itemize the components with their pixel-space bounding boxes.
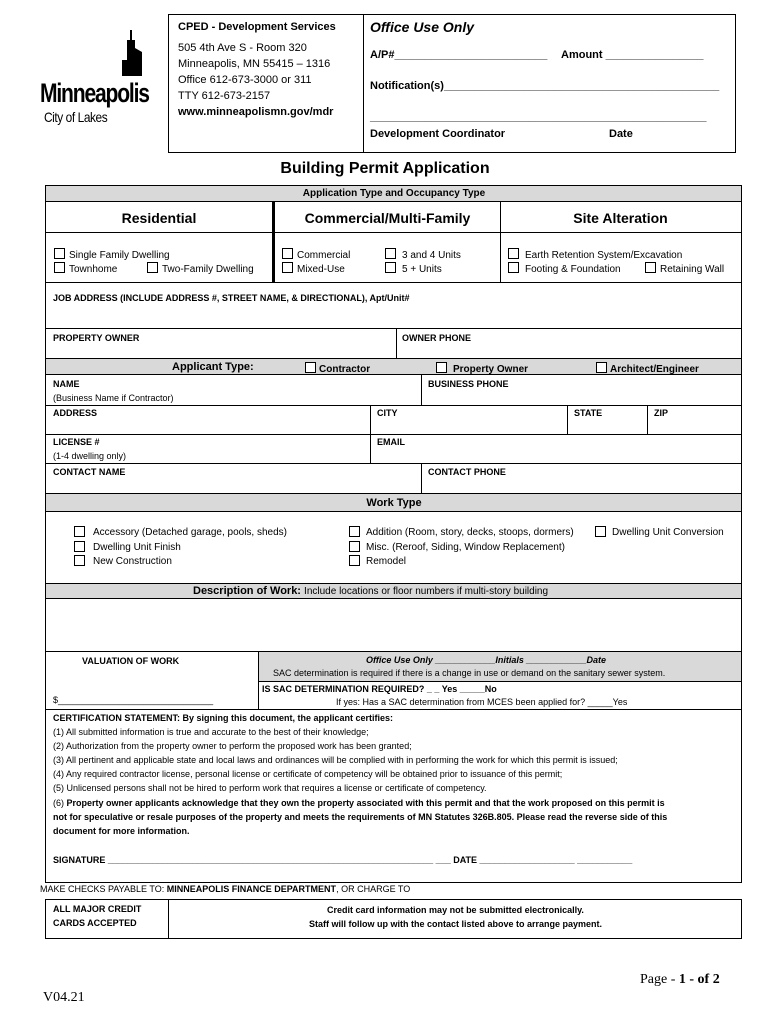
certification-item-4: (4) Any required contractor license, personal license or certificate of competency will be obtained prior to issuance of this permit; xyxy=(53,769,563,779)
dwelling-finish-checkbox[interactable]: Dwelling Unit Finish xyxy=(74,541,181,553)
app-type-header: Application Type and Occupancy Type xyxy=(302,188,486,199)
mces-question[interactable]: If yes: Has a SAC determination from MCES been applied for? _____Yes xyxy=(336,697,628,707)
name-field[interactable]: NAME xyxy=(53,379,80,389)
website-link[interactable]: www.minneapolismn.gov/mdr xyxy=(178,106,334,118)
form-title: Building Permit Application xyxy=(280,160,490,177)
three-four-units-checkbox[interactable]: 3 and 4 Units xyxy=(385,248,461,261)
valuation-amount-field[interactable]: $_______________________________ xyxy=(53,695,214,705)
state-field[interactable]: STATE xyxy=(574,408,603,418)
office-use-initials: Office Use Only ____________Initials ____________Date xyxy=(366,655,607,665)
signature-line[interactable]: SIGNATURE _________________________________________________________________ ___ DATE ___________________ ___________ xyxy=(53,855,633,865)
footing-checkbox[interactable]: Footing & Foundation xyxy=(508,262,621,275)
logo-name: Minneapolis xyxy=(40,78,149,108)
architect-checkbox[interactable]: Architect/Engineer xyxy=(596,362,699,375)
name-subtitle: (Business Name if Contractor) xyxy=(53,393,174,403)
city-logo xyxy=(40,30,150,125)
certification-title: CERTIFICATION STATEMENT: By signing this document, the applicant certifies: xyxy=(53,713,394,723)
site-heading: Site Alteration xyxy=(573,210,668,226)
mixed-use-checkbox[interactable]: Mixed-Use xyxy=(282,262,345,275)
commercial-heading: Commercial/Multi-Family xyxy=(304,210,471,226)
earth-retention-checkbox[interactable]: Earth Retention System/Excavation xyxy=(508,248,682,261)
city-field[interactable]: CITY xyxy=(377,408,398,418)
coordinator-date-label: Date xyxy=(609,128,633,140)
certification-item-6-line3: document for more information. xyxy=(53,826,190,836)
certification-item-3: (3) All pertinent and applicable state and local laws and ordinances will be complied with in performing the work for which this permit is issued; xyxy=(53,755,618,765)
license-subtitle: (1-4 dwelling only) xyxy=(53,451,127,461)
version-label: V04.21 xyxy=(43,990,85,1005)
description-hint: Include locations or floor numbers if multi-story building xyxy=(304,586,549,597)
retaining-wall-checkbox[interactable]: Retaining Wall xyxy=(645,262,724,275)
two-family-checkbox[interactable]: Two-Family Dwelling xyxy=(147,262,254,275)
property-owner-field[interactable]: PROPERTY OWNER xyxy=(53,333,140,343)
credit-label-2: CARDS ACCEPTED xyxy=(53,918,137,928)
credit-message-1: Credit card information may not be submitted electronically. xyxy=(327,905,584,915)
misc-checkbox[interactable]: Misc. (Reroof, Siding, Window Replacement) xyxy=(349,541,565,553)
skyline-icon xyxy=(120,30,144,78)
description-field[interactable] xyxy=(46,600,741,650)
property-owner-checkbox[interactable]: Property Owner xyxy=(436,362,528,375)
org-name: CPED - Development Services xyxy=(178,21,336,33)
amount-field: Amount ________________ xyxy=(561,49,704,61)
page-number: Page - 1 - of 2 xyxy=(640,972,720,987)
commercial-checkbox[interactable]: Commercial xyxy=(282,248,350,261)
residential-heading: Residential xyxy=(121,210,197,226)
description-header xyxy=(193,585,548,597)
office-use-title: Office Use Only xyxy=(370,19,475,35)
email-field[interactable]: EMAIL xyxy=(377,437,405,447)
contractor-checkbox[interactable]: Contractor xyxy=(305,362,370,375)
valuation-label: VALUATION OF WORK xyxy=(82,656,180,666)
description-label: Description of Work: xyxy=(193,585,301,597)
job-address-field[interactable]: JOB ADDRESS (INCLUDE ADDRESS #, STREET NAME, & DIRECTIONAL), Apt/Unit# xyxy=(53,293,410,303)
office-phone: Office 612-673-3000 or 311 xyxy=(178,74,312,86)
address-field[interactable]: ADDRESS xyxy=(53,408,98,418)
credit-label-1: ALL MAJOR CREDIT xyxy=(53,904,142,914)
certification-item-6-line2: not for speculative or resale purposes of the property and meets the requirements of MN Statutes 326B.805. Please read the reverse side of this xyxy=(53,812,668,822)
address-line2: Minneapolis, MN 55415 – 1316 xyxy=(178,58,331,70)
conversion-checkbox[interactable]: Dwelling Unit Conversion xyxy=(595,526,724,538)
sac-question[interactable]: IS SAC DETERMINATION REQUIRED? _ _ Yes _____No xyxy=(262,684,497,694)
accessory-checkbox[interactable]: Accessory (Detached garage, pools, sheds) xyxy=(74,526,287,538)
certification-item-2: (2) Authorization from the property owner to perform the proposed work has been granted; xyxy=(53,741,412,751)
certification-item-6: (6) Property owner applicants acknowledge that they own the property associated with this permit and that the work proposed on this permit is xyxy=(53,798,665,808)
coordinator-blank: _______________________________________________________ xyxy=(370,111,707,123)
work-type-header: Work Type xyxy=(366,497,422,509)
notification-field: Notification(s)_____________________________________________ xyxy=(370,80,720,92)
coordinator-label: Development Coordinator xyxy=(370,128,506,140)
ap-number-field: A/P#_________________________ xyxy=(370,49,548,61)
address-line1: 505 4th Ave S - Room 320 xyxy=(178,42,307,54)
zip-field[interactable]: ZIP xyxy=(654,408,669,418)
license-field[interactable]: LICENSE # xyxy=(53,437,100,447)
owner-phone-field[interactable]: OWNER PHONE xyxy=(402,333,472,343)
contact-name-field[interactable]: CONTACT NAME xyxy=(53,467,126,477)
credit-message-2: Staff will follow up with the contact listed above to arrange payment. xyxy=(308,919,603,929)
single-family-checkbox[interactable]: Single Family Dwelling xyxy=(54,248,170,261)
certification-item-1: (1) All submitted information is true and accurate to the best of their knowledge; xyxy=(53,727,369,737)
tty-phone: TTY 612-673-2157 xyxy=(178,90,271,102)
business-phone-field[interactable]: BUSINESS PHONE xyxy=(428,379,509,389)
remodel-checkbox[interactable]: Remodel xyxy=(349,555,406,567)
addition-checkbox[interactable]: Addition (Room, story, decks, stoops, dormers) xyxy=(349,526,574,538)
five-plus-units-checkbox[interactable]: 5 + Units xyxy=(385,262,442,275)
contact-phone-field[interactable]: CONTACT PHONE xyxy=(428,467,506,477)
checks-payable: MAKE CHECKS PAYABLE TO: MINNEAPOLIS FINANCE DEPARTMENT, OR CHARGE TO xyxy=(40,884,411,894)
townhome-checkbox[interactable]: Townhome xyxy=(54,262,117,275)
logo-tagline: City of Lakes xyxy=(44,109,108,125)
sac-note: SAC determination is required if there is a change in use or demand on the sanitary sewer system. xyxy=(273,668,666,678)
certification-item-5: (5) Unlicensed persons shall not be hired to perform work that requires a license or certificate of competency. xyxy=(53,783,487,793)
applicant-type-label: Applicant Type: xyxy=(172,361,254,373)
new-construction-checkbox[interactable]: New Construction xyxy=(74,555,172,567)
